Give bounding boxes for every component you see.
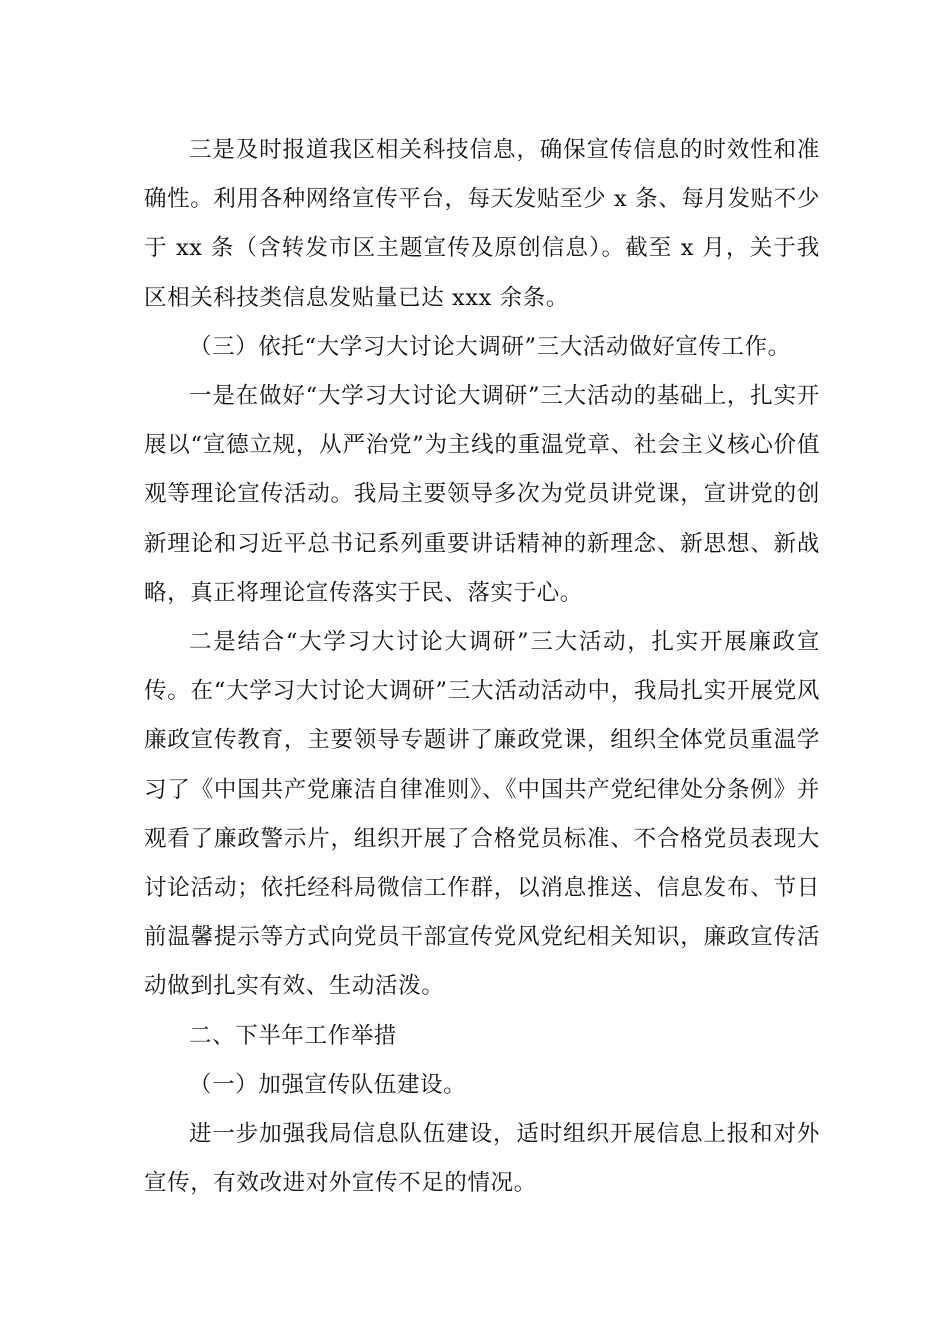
paragraph-tech-news: 三是及时报道我区相关科技信息，确保宣传信息的时效性和准确性。利用各种网络宣传平台，每天发贴至少 x 条、每月发贴不少于 xx 条（含转发市区主题宣传及原创信息）。截至 x 月，关于我区相关科技类信息发贴量已达 xxx 余条。 [144,137,820,311]
paragraph-theory-publicity: 一是在做好“大学习大讨论大调研”三大活动的基础上，扎实开展以“宣德立规，从严治党”为主线的重温党章、社会主义核心价值观等理论宣传活动。我局主要领导多次为党员讲党课，宣讲党的创新理论和习近平总书记系列重要讲话精神的新理念、新思想、新战略，真正将理论宣传落实于民、落实于心。 [144,383,820,606]
document-body [144,126,820,1208]
paragraph-team-building: 进一步加强我局信息队伍建设，适时组织开展信息上报和对外宣传，有效改进对外宣传不足的情况。 [144,1121,820,1197]
paragraph-integrity-publicity: 二是结合“大学习大讨论大调研”三大活动，扎实开展廉政宣传。在“大学习大讨论大调研”三大活动活动中，我局扎实开展党风廉政宣传教育，主要领导专题讲了廉政党课，组织全体党员重温学习了《中国共产党廉洁自律准则》、《中国共产党纪律处分条例》并观看了廉政警示片，组织开展了合格党员标准、不合格党员表现大讨论活动；依托经科局微信工作群，以消息推送、信息发布、节日前温馨提示等方式向党员干部宣传党风党纪相关知识，廉政宣传活动做到扎实有效、生动活泼。 [144,629,820,1000]
heading-team-building: （一）加强宣传队伍建设。 [189,1071,467,1098]
heading-section-3: （三）依托“大学习大讨论大调研”三大活动做好宣传工作。 [189,333,791,360]
heading-second-half-measures: 二、下半年工作举措 [189,1022,397,1049]
